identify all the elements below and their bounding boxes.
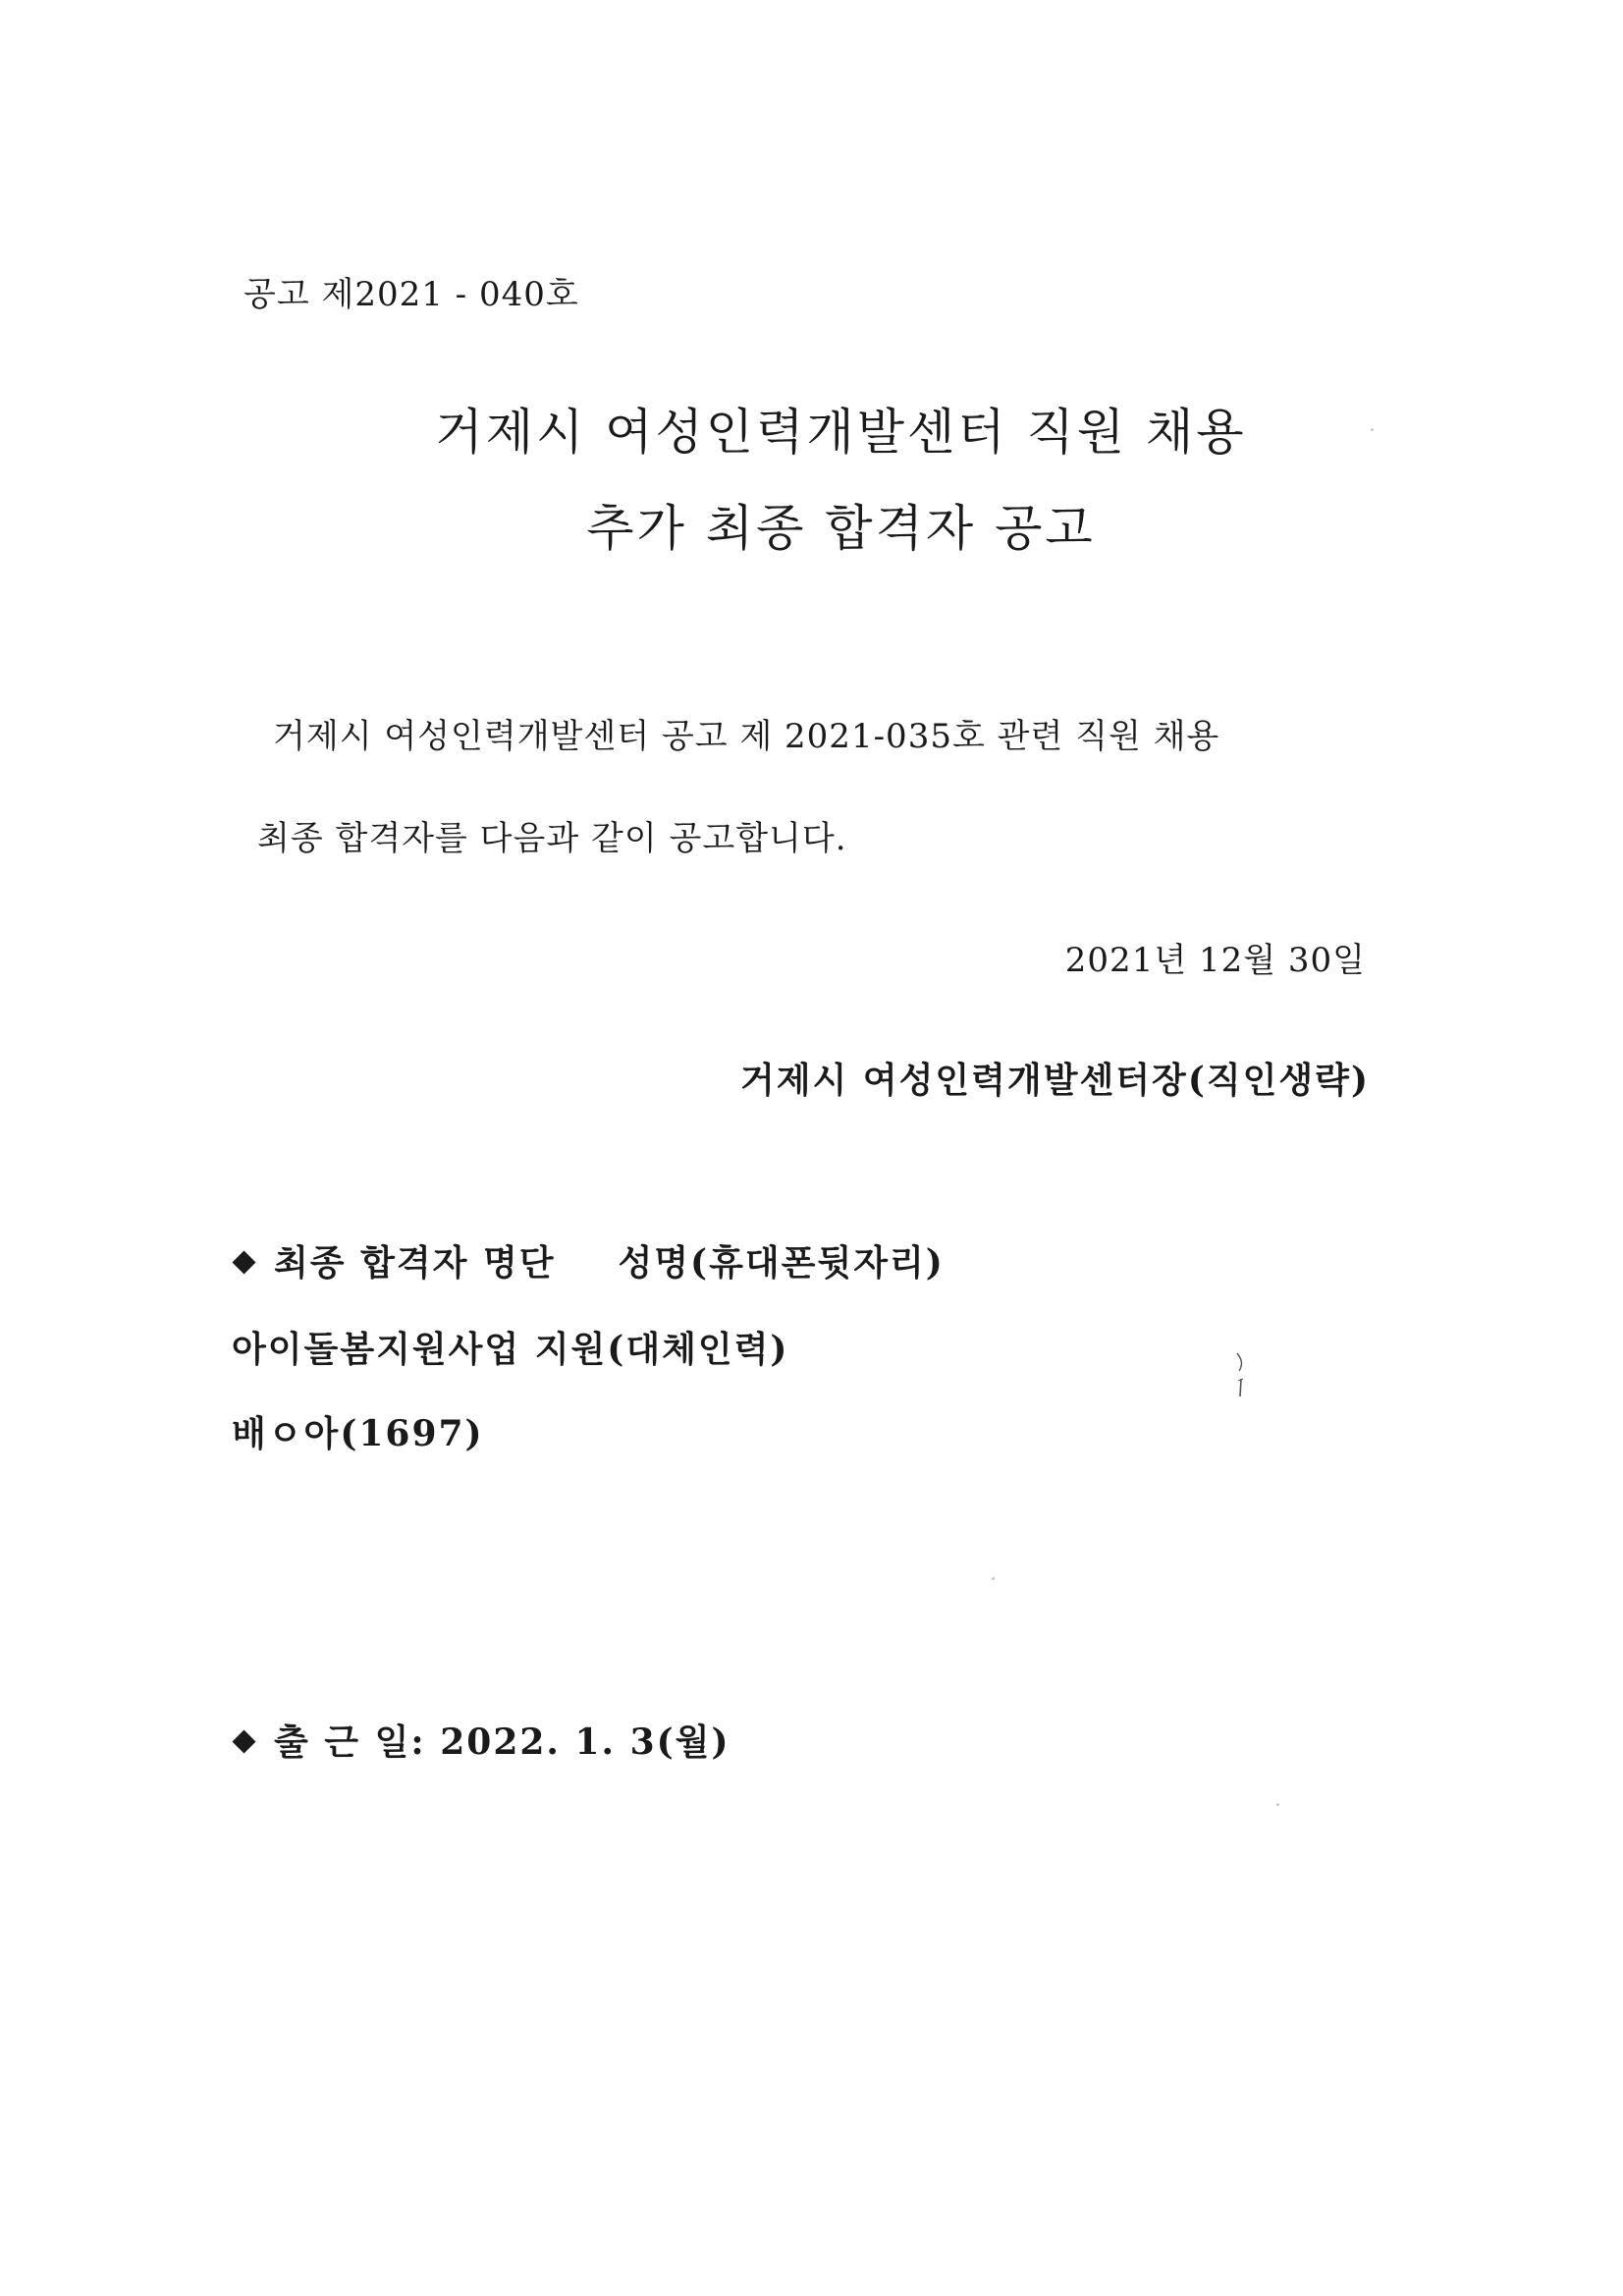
finalists-column-label: 성명(휴대폰뒷자리)	[618, 1242, 945, 1284]
finalist-entry: 배ㅇ아(1697)	[232, 1413, 484, 1454]
document-title-line-2: 추가 최종 합격자 공고	[586, 500, 1096, 557]
body-text-line-2: 최종 합격자를 다음과 같이 공고합니다.	[257, 819, 847, 858]
signer-line: 거제시 여성인력개발센터장(직인생략)	[739, 1060, 1370, 1101]
notice-number: 공고 제2021 - 040호	[243, 275, 579, 314]
announcement-date: 2021년 12월 30일	[1064, 941, 1366, 980]
document-title-line-1: 거제시 여성인력개발센터 직원 채용	[435, 404, 1247, 461]
scan-speck	[992, 1577, 995, 1580]
scan-speck	[1276, 1803, 1279, 1806]
scan-speck	[1371, 428, 1374, 431]
start-date: 출 근 일: 2022. 1. 3(월)	[274, 1722, 730, 1763]
finalists-heading-row	[230, 1235, 945, 1285]
body-text-line-1: 거제시 여성인력개발센터 공고 제 2021-035호 관련 직원 채용	[273, 717, 1220, 756]
diamond-bullet-icon	[232, 1729, 255, 1753]
finalists-heading: 최종 합격자 명단	[274, 1242, 556, 1284]
diamond-bullet-icon	[232, 1250, 255, 1274]
scan-artifact	[1233, 1351, 1247, 1400]
program-name: 아이돌봄지원사업 지원(대체인력)	[232, 1329, 789, 1370]
start-date-row	[230, 1715, 730, 1765]
